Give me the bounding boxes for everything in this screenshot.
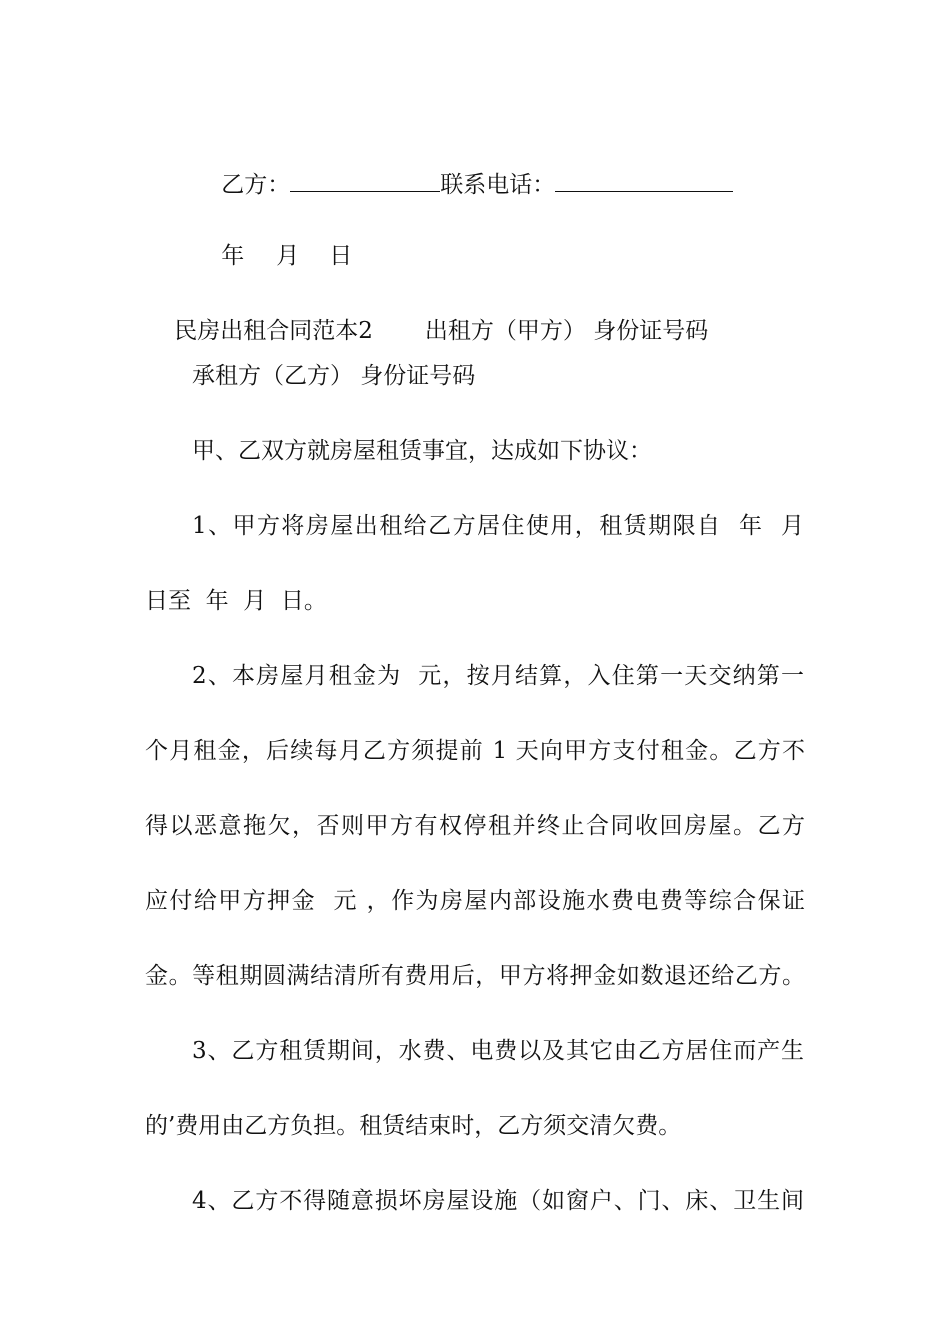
clause-1-line-1: 1、甲方将房屋出租给乙方居住使用，租赁期限自 年 月	[192, 513, 804, 539]
clause-2-line-3: 得以恶意拖欠，否则甲方有权停租并终止合同收回房屋。乙方	[145, 813, 805, 839]
clause-1-line-2: 日至 年 月 日。	[145, 588, 327, 614]
clause-2-line-1: 2、本房屋月租金为 元，按月结算，入住第一天交纳第一	[192, 663, 804, 689]
intro-text: 甲、乙双方就房屋租赁事宜，达成如下协议：	[192, 438, 652, 464]
clause-2-line-2: 个月租金，后续每月乙方须提前 1 天向甲方支付租金。乙方不	[145, 738, 805, 764]
sample-title: 民房出租合同范本2	[174, 318, 373, 344]
clause-2-line-4: 应付给甲方押金 元 ，作为房屋内部设施水费电费等综合保证	[145, 888, 805, 914]
clause-3-line-1: 3、乙方租赁期间，水费、电费以及其它由乙方居住而产生	[192, 1038, 804, 1064]
lessee-label: 承租方（乙方） 身份证号码	[192, 363, 476, 389]
year-label: 年	[221, 243, 245, 269]
party-b-label: 乙方：	[221, 172, 291, 198]
clause-4-line-1: 4、乙方不得随意损坏房屋设施（如窗户、门、床、卫生间	[192, 1188, 804, 1214]
contact-blank	[555, 171, 733, 192]
clause-2-line-5: 金。等租期圆满结清所有费用后，甲方将押金如数退还给乙方。	[145, 963, 805, 989]
party-b-blank	[290, 171, 440, 192]
day-label: 日	[329, 243, 353, 269]
clause-3-line-2: 的’费用由乙方负担。租赁结束时，乙方须交清欠费。	[145, 1113, 682, 1139]
lessor-label: 出租方（甲方） 身份证号码	[424, 318, 709, 344]
month-label: 月	[276, 243, 300, 269]
contact-label: 联系电话：	[440, 172, 556, 198]
